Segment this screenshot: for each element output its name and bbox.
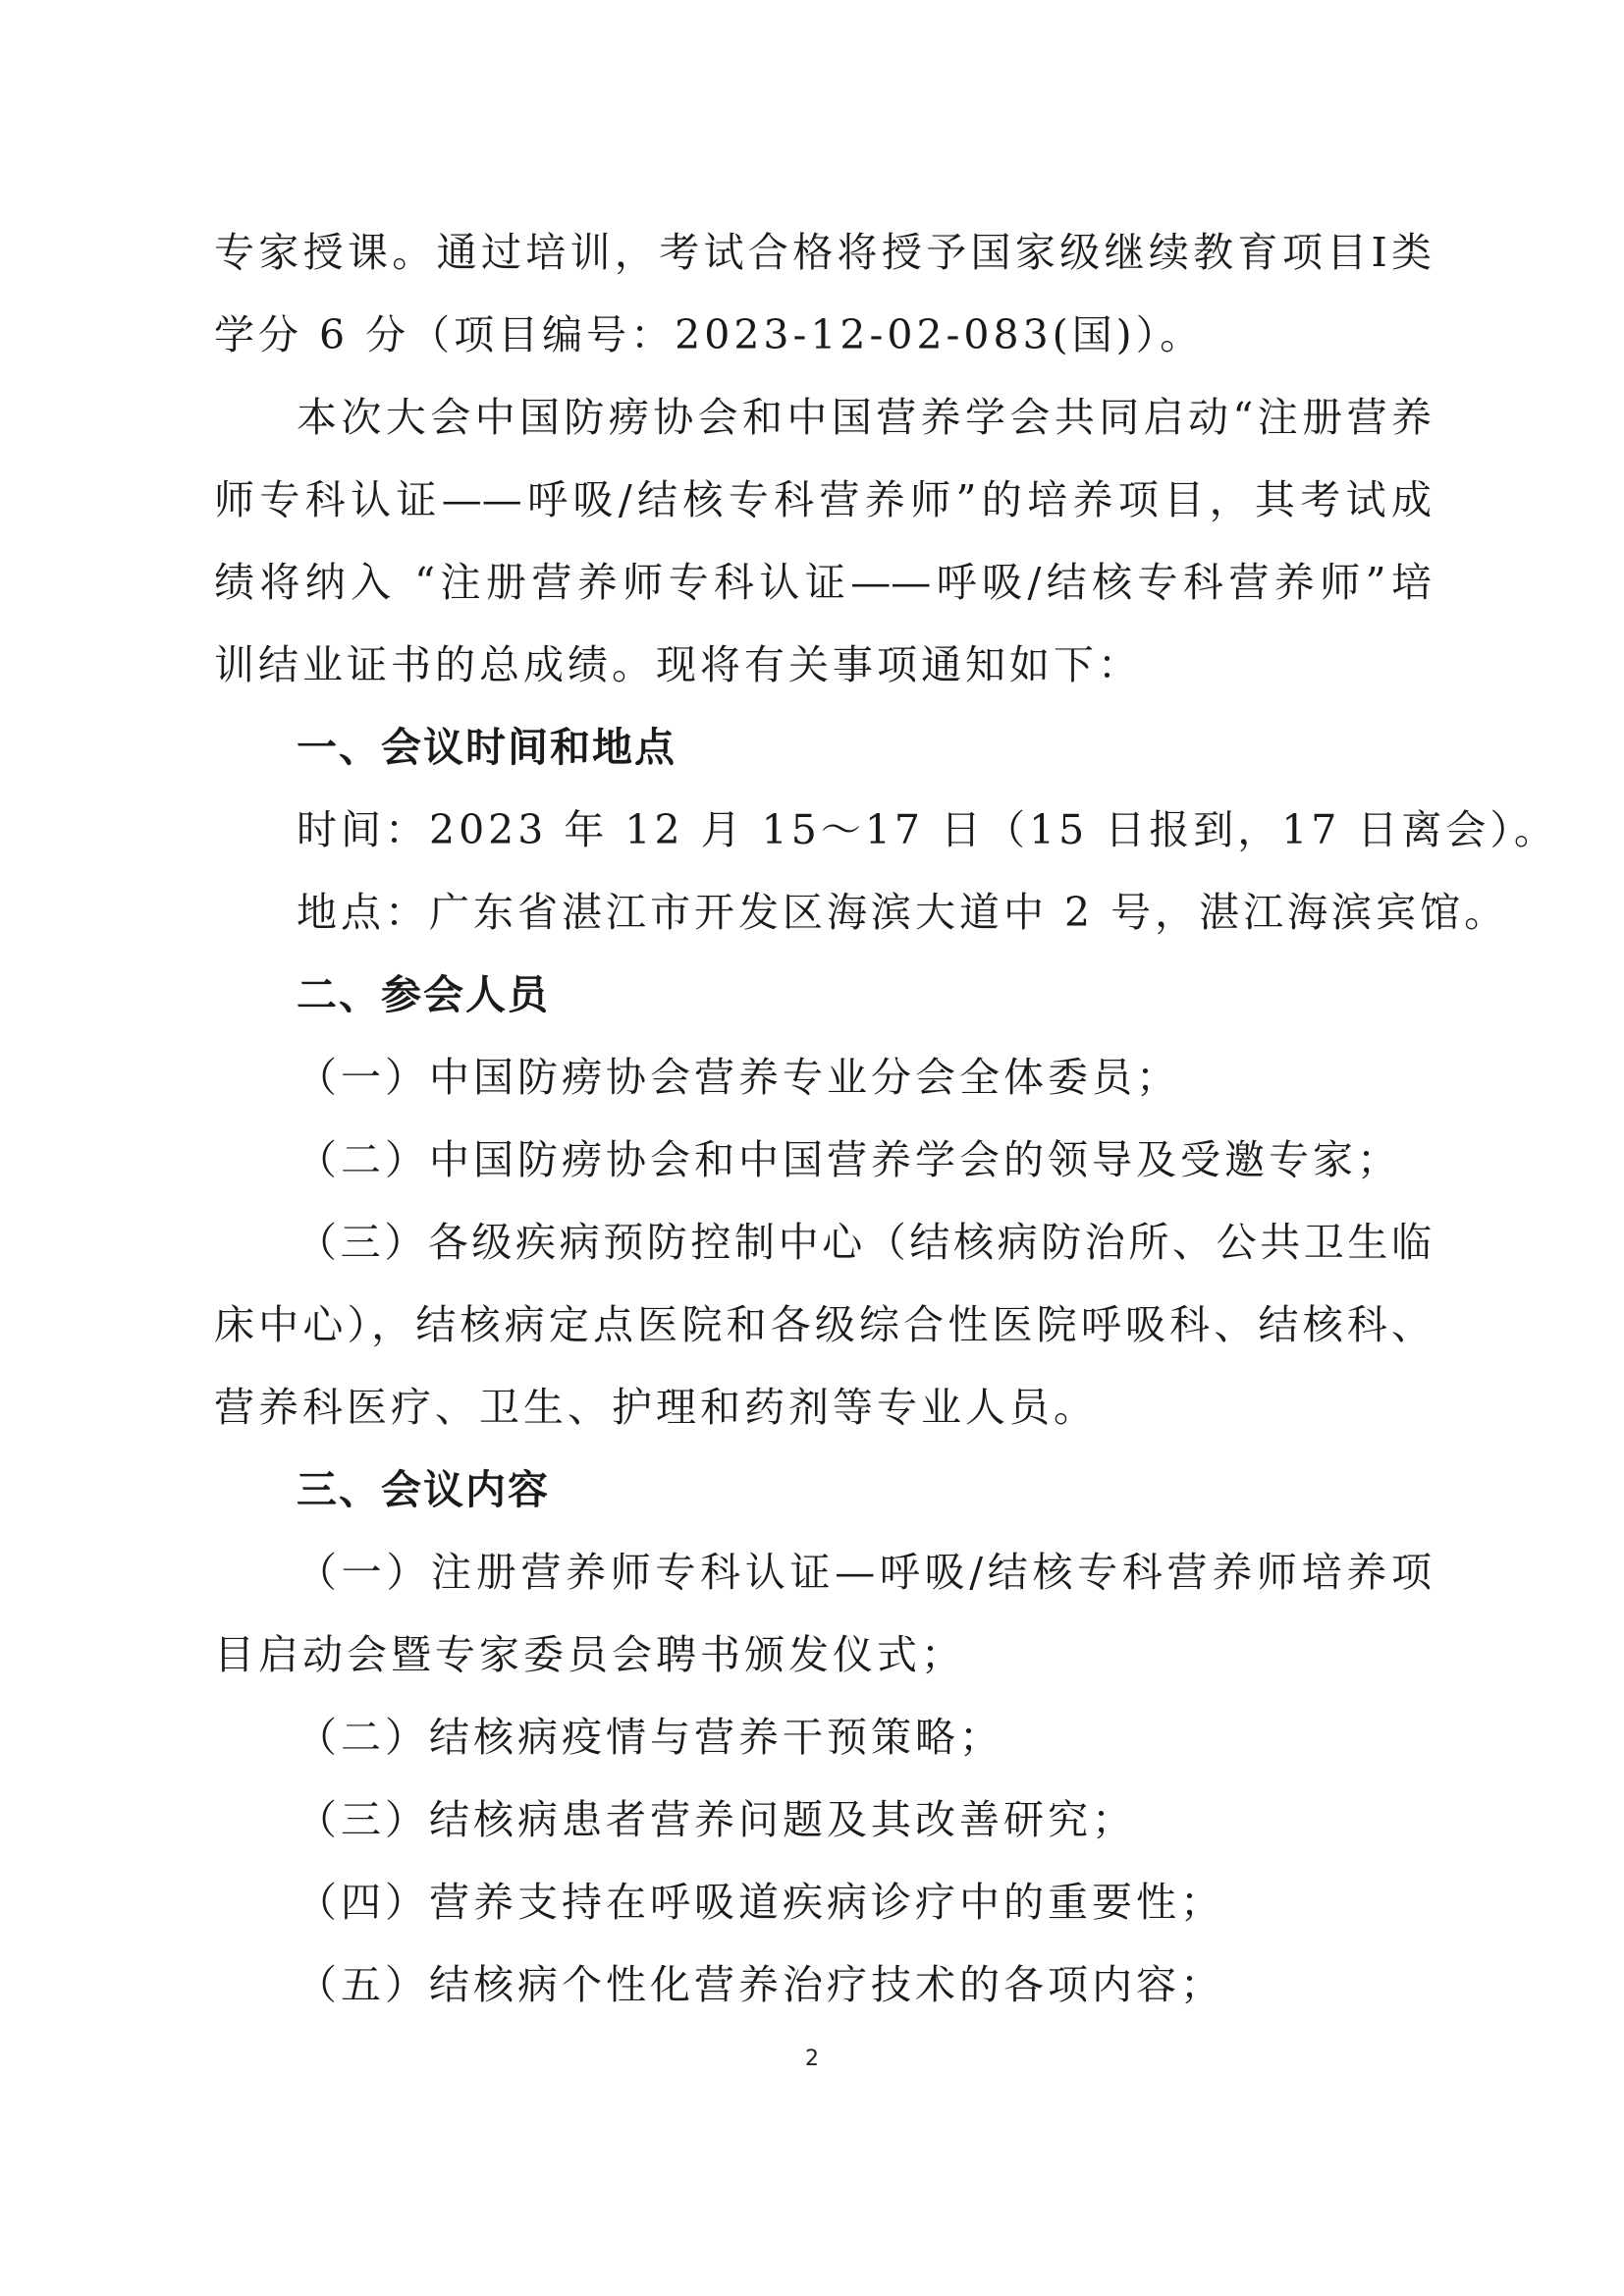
section2-item3-line1: （三）各级疾病预防控制中心（结核病防治所、公共卫生临	[297, 1219, 1432, 1266]
intro-line-1: 专家授课。通过培训，考试合格将授予国家级继续教育项目Ⅰ类	[214, 229, 1432, 276]
page-number: 2	[805, 2047, 819, 2071]
certification-line-1: 本次大会中国防痨协会和中国营养学会共同启动“注册营养	[297, 394, 1432, 441]
section2-item3-line3: 营养科医疗、卫生、护理和药剂等专业人员。	[214, 1384, 1098, 1431]
section3-heading: 三、会议内容	[297, 1466, 550, 1513]
certification-line-4: 训结业证书的总成绩。现将有关事项通知如下：	[214, 641, 1142, 688]
document-body	[214, 211, 1558, 2026]
intro-line-2: 学分 6 分（项目编号：2023-12-02-083(国)）。	[214, 311, 1205, 358]
certification-line-3: 绩将纳入 “注册营养师专科认证——呼吸/结核专科营养师”培	[214, 559, 1432, 606]
section2-item1: （一）中国防痨协会营养专业分会全体委员；	[297, 1054, 1180, 1101]
section3-item2: （二）结核病疫情与营养干预策略；	[297, 1714, 1003, 1761]
section3-item4: （四）营养支持在呼吸道疾病诊疗中的重要性；	[297, 1879, 1224, 1926]
section2-heading: 二、参会人员	[297, 971, 550, 1018]
section1-place: 地点：广东省湛江市开发区海滨大道中 2 号，湛江海滨宾馆。	[297, 889, 1509, 936]
section2-item2: （二）中国防痨协会和中国营养学会的领导及受邀专家；	[297, 1136, 1401, 1183]
section3-item1-line1: （一）注册营养师专科认证—呼吸/结核专科营养师培养项	[297, 1549, 1432, 1596]
section3-item5: （五）结核病个性化营养治疗技术的各项内容；	[297, 1961, 1224, 2008]
certification-line-2: 师专科认证——呼吸/结核专科营养师”的培养项目，其考试成	[214, 476, 1432, 523]
section3-item3: （三）结核病患者营养问题及其改善研究；	[297, 1796, 1136, 1843]
section1-time: 时间：2023 年 12 月 15～17 日（15 日报到，17 日离会）。	[297, 806, 1558, 853]
section2-item3-line2: 床中心），结核病定点医院和各级综合性医院呼吸科、结核科、	[214, 1301, 1432, 1348]
section1-heading: 一、会议时间和地点	[297, 724, 677, 771]
section3-item1-line2: 目启动会暨专家委员会聘书颁发仪式；	[214, 1631, 965, 1678]
